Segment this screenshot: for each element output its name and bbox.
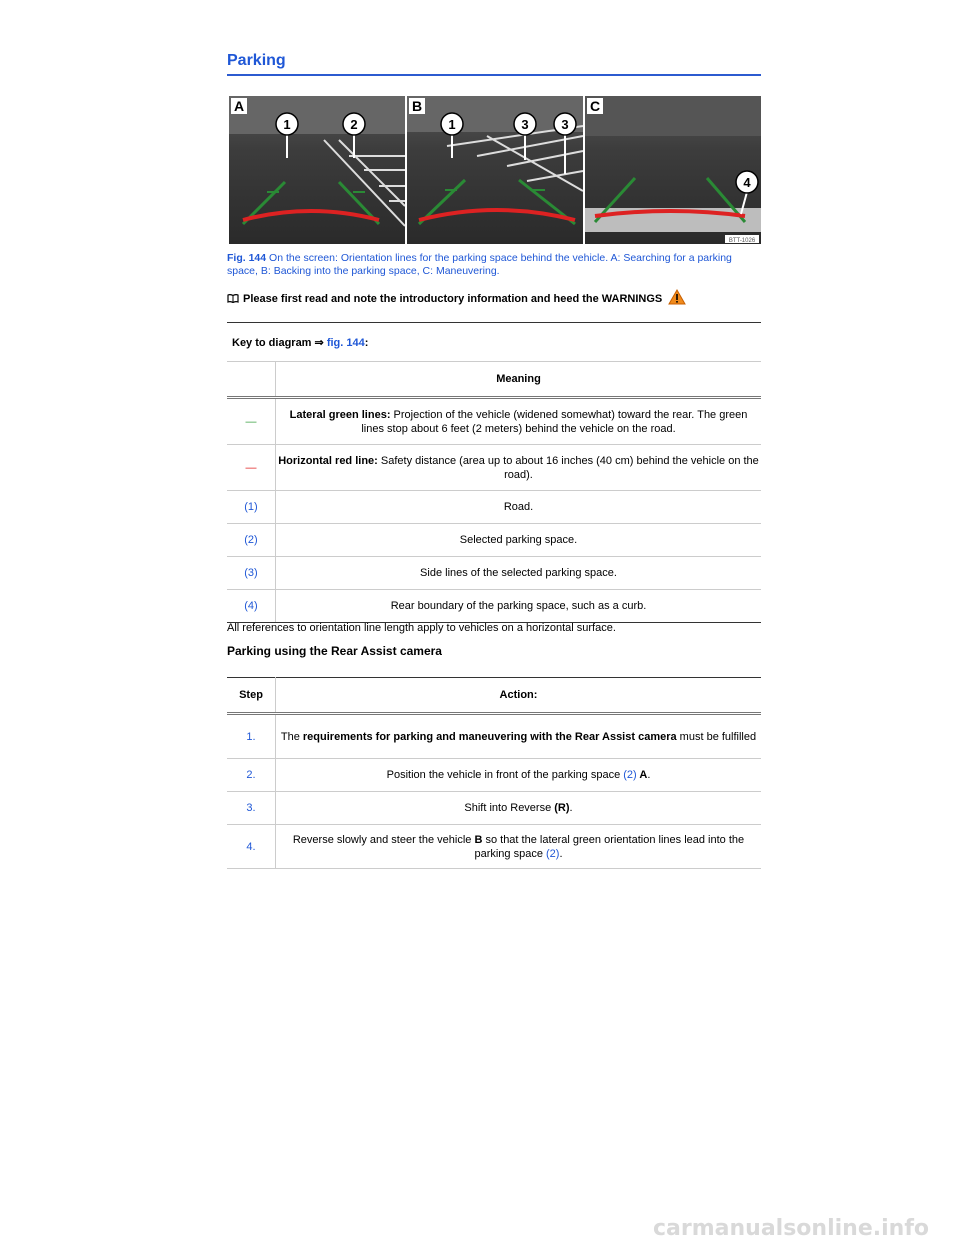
callout-b-1: 1 (448, 117, 456, 132)
steps-table (227, 677, 761, 869)
panel-c-letter: C (589, 98, 601, 114)
key-symbol: (1) (227, 491, 276, 524)
section-title: Parking (227, 52, 761, 76)
panel-a-letter: A (233, 98, 245, 114)
table-row (227, 825, 761, 869)
panel-c (585, 96, 761, 244)
note-text: All references to orientation line length apply to vehicles on a horizontal surface. (227, 622, 616, 634)
table-row (227, 491, 761, 524)
figure-caption (227, 252, 761, 278)
row-meaning (276, 398, 762, 445)
step-number: 1. (227, 714, 276, 759)
table-row (227, 714, 761, 759)
row-meaning (276, 445, 762, 491)
fig-ref-link[interactable]: fig. 144 (326, 336, 365, 349)
warning-icon[interactable] (668, 289, 686, 308)
step-header: Step (227, 678, 276, 714)
caption-text: On the screen: Orientation lines for the parking space behind the vehicle. A: Searching for a parking space, B: Backing into the parking space, C: Maneuvering. (227, 252, 732, 277)
step-action: The requirements for parking and maneuvering with the Rear Assist camera must be fulfilled (276, 714, 762, 759)
step-number: 3. (227, 792, 276, 825)
watermark-text: carmanualsonline.info (653, 1216, 929, 1241)
callout-a-1: 1 (283, 117, 291, 132)
table-row (227, 398, 761, 445)
callout-a-2: 2 (350, 117, 358, 132)
caption-figure-number: Fig. 144 (227, 252, 267, 264)
table-row (227, 524, 761, 557)
camera-illustration (229, 96, 761, 244)
key-symbol: (2) (227, 524, 276, 557)
watermark (0, 1213, 960, 1242)
key-table (227, 322, 761, 623)
step-action: Shift into Reverse (R). (276, 792, 762, 825)
intro-line (227, 289, 761, 308)
table-row (227, 590, 761, 623)
key-symbol: (4) (227, 590, 276, 623)
step-number: 2. (227, 759, 276, 792)
table-row (227, 759, 761, 792)
panel-a (229, 96, 405, 244)
row-meaning: Road. (276, 491, 762, 524)
key-symbol: (3) (227, 557, 276, 590)
key-label-text: Key to diagram ⇒ (232, 336, 324, 349)
subsection-title: Parking using the Rear Assist camera (227, 644, 442, 658)
figure-camera-views (229, 96, 761, 244)
callout-ref: (2) (623, 769, 637, 781)
row-term: Lateral green lines: (289, 408, 391, 421)
callout-c-4: 4 (743, 175, 751, 190)
figure-code: BTT-1026 (728, 238, 756, 244)
panel-b (407, 96, 583, 244)
green-line-symbol: — (227, 398, 276, 445)
meaning-header: Meaning (276, 362, 762, 398)
action-header: Action: (276, 678, 762, 714)
step-action: Position the vehicle in front of the parking space (2) A. (276, 759, 762, 792)
callout-ref: (2) (546, 847, 560, 860)
row-meaning: Selected parking space. (276, 524, 762, 557)
row-meaning: Side lines of the selected parking space. (276, 557, 762, 590)
step-number: 4. (227, 825, 276, 869)
panel-b-letter: B (411, 98, 423, 114)
table-row (227, 445, 761, 491)
row-desc: Projection of the vehicle (widened somewhat) toward the rear. The green lines stop about 6 feet (2 meters) behind the vehicle on the road. (361, 408, 748, 435)
key-label-colon: : (364, 336, 369, 349)
step-action: Reverse slowly and steer the vehicle B so that the lateral green orientation lines lead into the parking space (2). (276, 825, 762, 869)
intro-text: Please first read and note the introductory information and heed the WARNINGS (243, 292, 663, 305)
key-label (227, 323, 761, 362)
row-term: Horizontal red line: (278, 454, 378, 467)
row-meaning: Rear boundary of the parking space, such as a curb. (276, 590, 762, 623)
table-row (227, 557, 761, 590)
red-line-symbol: — (227, 445, 276, 491)
row-desc: Safety distance (area up to about 16 inches (40 cm) behind the vehicle on the road). (377, 454, 759, 481)
table-row (227, 792, 761, 825)
callout-b-3a: 3 (521, 117, 529, 132)
book-icon (227, 294, 239, 303)
callout-b-3b: 3 (561, 117, 569, 132)
